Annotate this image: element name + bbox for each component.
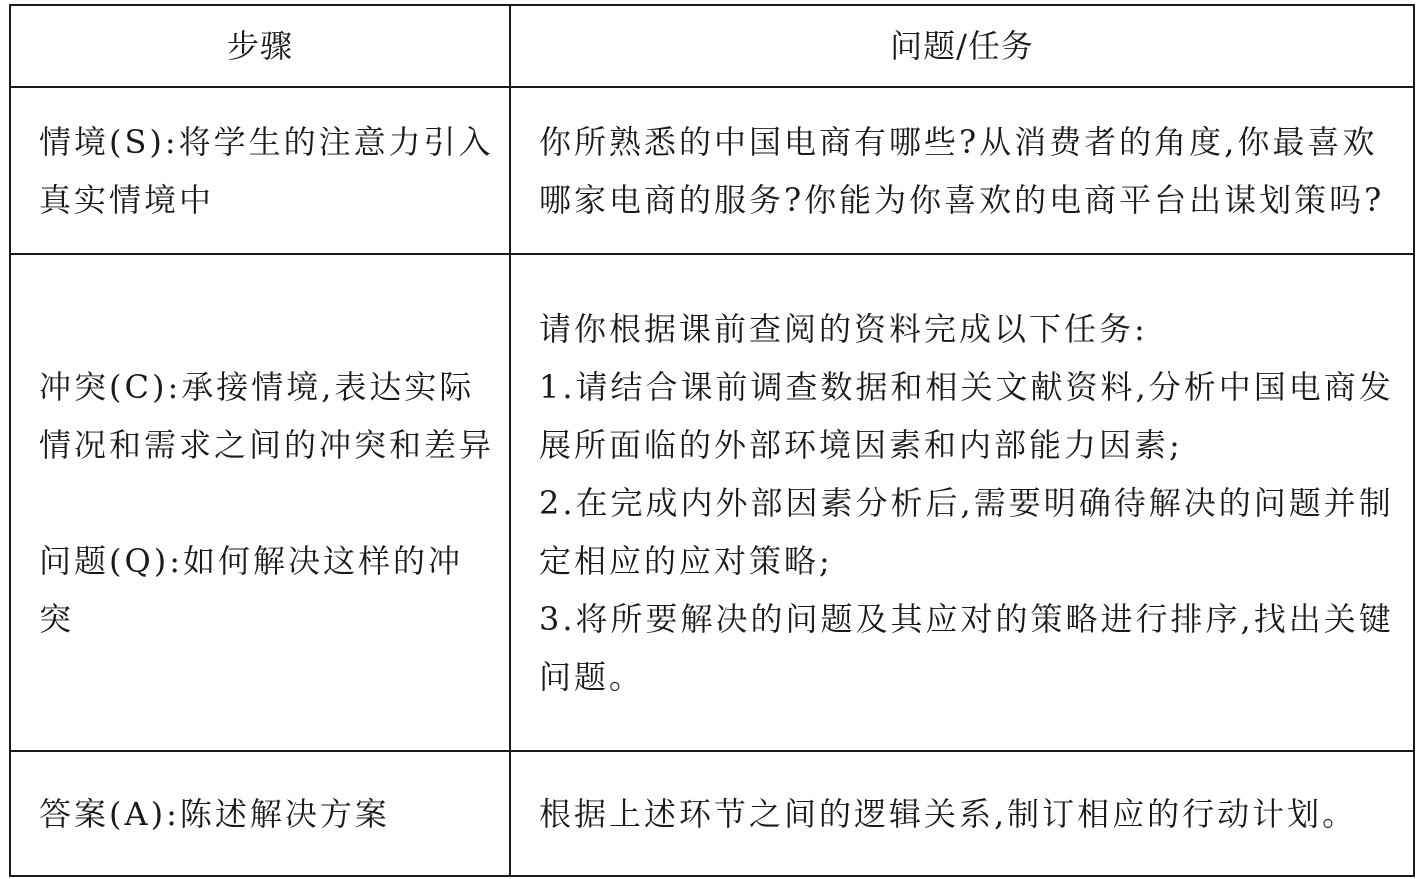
task-situation: 你所熟悉的中国电商有哪些?从消费者的角度,你最喜欢哪家电商的服务?你能为你喜欢的电商平台出谋划策吗?: [510, 87, 1414, 254]
header-step: 步骤: [10, 5, 510, 87]
step-complication: 冲突(C):承接情境,表达实际情况和需求之间的冲突和差异: [39, 367, 495, 464]
header-task: 问题/任务: [510, 5, 1414, 87]
table-row-situation: [10, 87, 1414, 254]
step-question: 问题(Q):如何解决这样的冲突: [39, 541, 463, 638]
table-row-complication-question: [10, 254, 1414, 751]
task-item-3: 3.将所要解决的问题及其应对的策略进行排序,找出关键问题。: [539, 599, 1394, 696]
step-answer: 答案(A):陈述解决方案: [10, 751, 510, 876]
task-intro: 请你根据课前查阅的资料完成以下任务:: [539, 309, 1148, 348]
table-row-answer: [10, 751, 1414, 876]
step-complication-question-cell: [10, 254, 510, 751]
table-header-row: [10, 5, 1414, 87]
task-answer: 根据上述环节之间的逻辑关系,制订相应的行动计划。: [510, 751, 1414, 876]
scq-steps-table: [9, 4, 1415, 877]
task-item-1: 1.请结合课前调查数据和相关文献资料,分析中国电商发展所面临的外部环境因素和内部能力因素;: [539, 367, 1394, 464]
step-situation: 情境(S):将学生的注意力引入真实情境中: [10, 87, 510, 254]
task-item-2: 2.在完成内外部因素分析后,需要明确待解决的问题并制定相应的应对策略;: [539, 483, 1394, 580]
task-complication-question-cell: [510, 254, 1414, 751]
